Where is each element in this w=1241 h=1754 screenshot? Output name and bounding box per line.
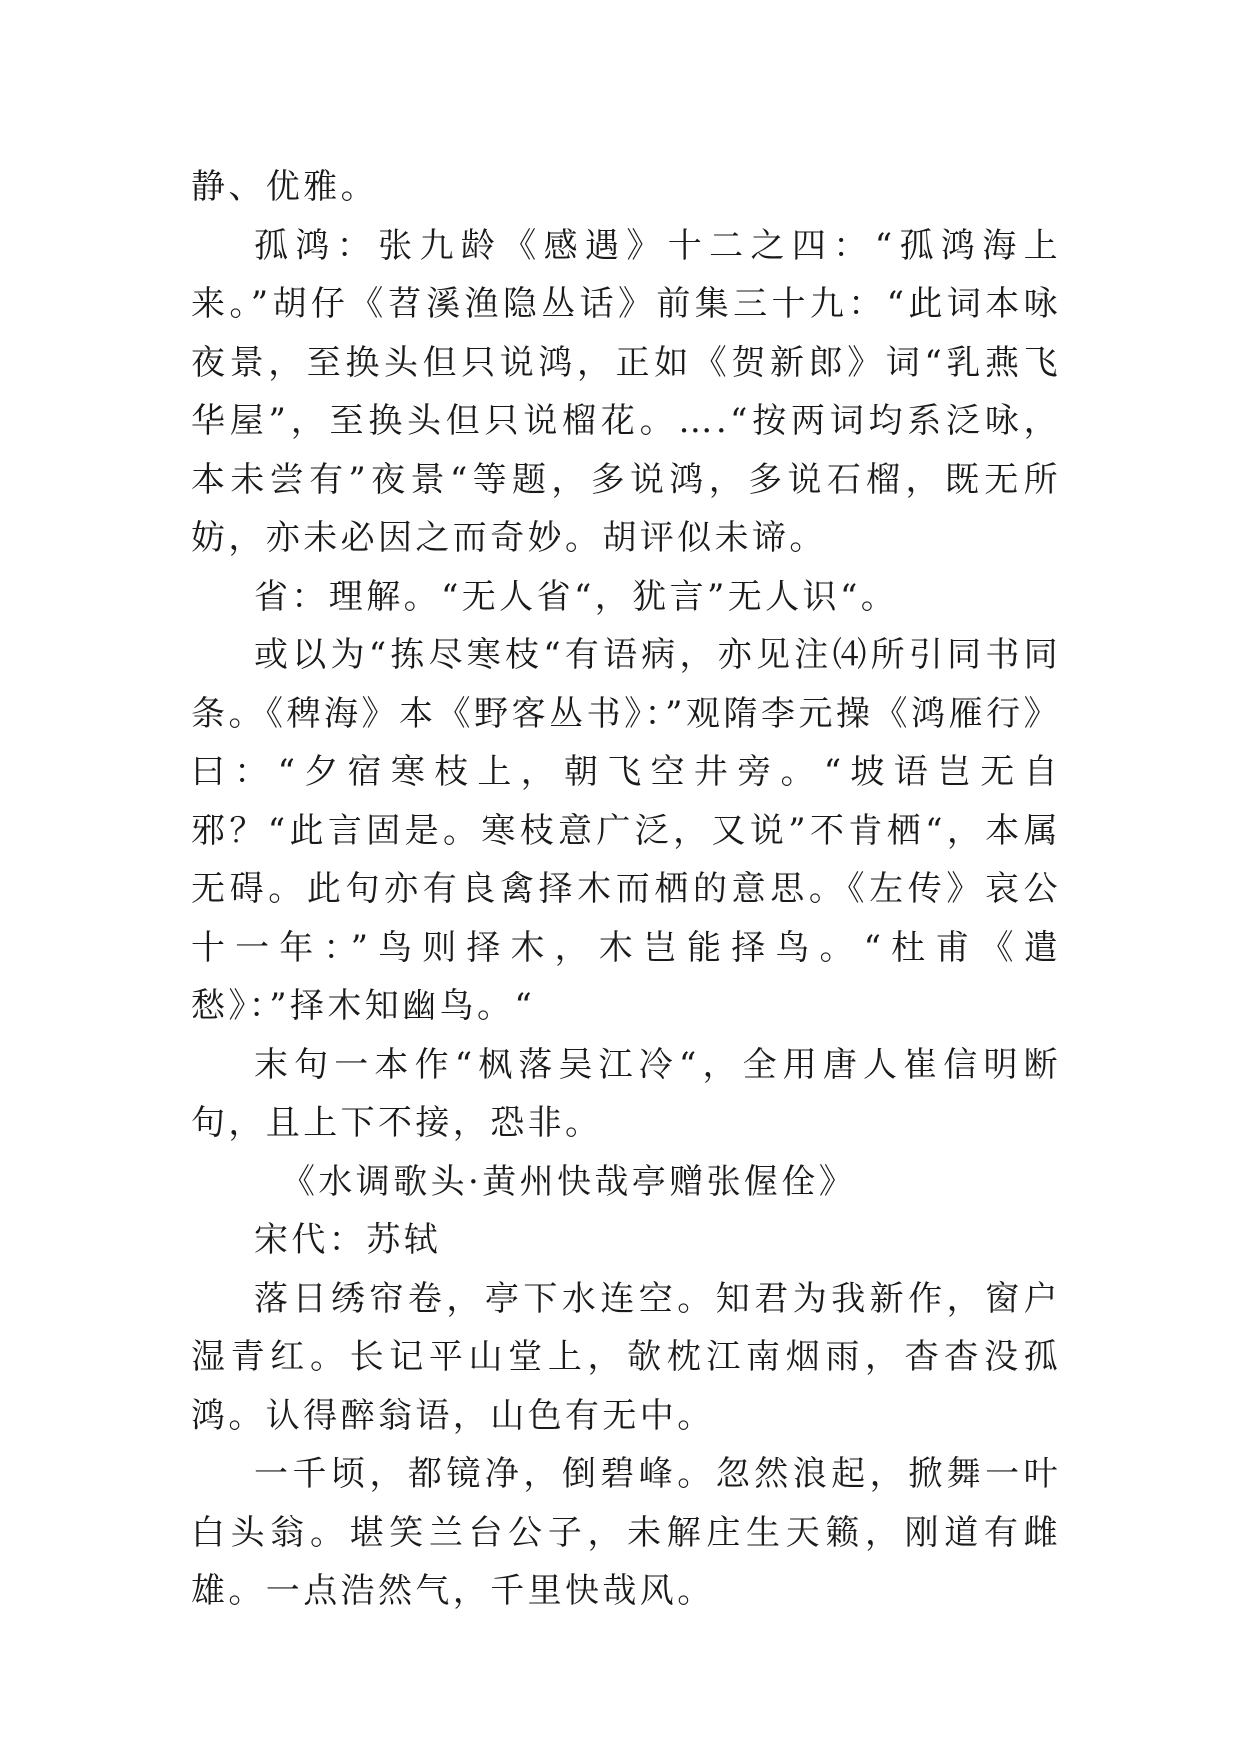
paragraph-annotation-han-zhi: 或以为“拣尽寒枝“有语病，亦见注⑷所引同书同条。《稗海》本《野客丛书》：”观隋李元操《鸿雁行》曰：“夕宿寒枝上，朝飞空井旁。“坡语岂无自邪？“此言固是。寒枝意广泛，又说”不肯栖“，本属无碍。此句亦有良禽择木而栖的意思。《左传》哀公十一年：”鸟则择木，木岂能择鸟。“杜甫《遣愁》：”择木知幽鸟。“ (191, 635, 1061, 1026)
poem-author: 宋代：苏轼 (254, 1220, 441, 1260)
poem-stanza-1: 落日绣帘卷，亭下水连空。知君为我新作，窗户湿青红。长记平山堂上，欹枕江南烟雨，杳杳没孤鸿。认得醉翁语，山色有无中。 (191, 1278, 1061, 1436)
poem-stanza-2: 一千顷，都镜净，倒碧峰。忽然浪起，掀舞一叶白头翁。堪笑兰台公子，未解庄生天籁，刚道有雌雄。一点浩然气，千里快哉风。 (191, 1454, 1061, 1611)
paragraph-annotation-xing: 省：理解。“无人省“，犹言”无人识“。 (254, 576, 899, 617)
paragraph-annotation-last-line: 末句一本作“枫落吴江冷“，全用唐人崔信明断句，且上下不接，恐非。 (191, 1044, 1061, 1143)
poem-title: 《水调歌头·黄州快哉亭赠张偓佺》 (281, 1161, 857, 1202)
paragraph-annotation-gu-hong: 孤鸿：张九龄《感遇》十二之四：“孤鸿海上来。”胡仔《苕溪渔隐丛话》前集三十九：“此词本咏夜景，至换头但只说鸿，正如《贺新郎》词“乳燕飞华屋”，至换头但只说榴花。….“按两词均系泛咏，本未尝有”夜景“等题，多说鸿，多说石榴，既无所妨，亦未必因之而奇妙。胡评似未谛。 (191, 225, 1061, 558)
document-body (191, 158, 1061, 1621)
paragraph-continuation: 静、优雅。 (191, 167, 378, 207)
